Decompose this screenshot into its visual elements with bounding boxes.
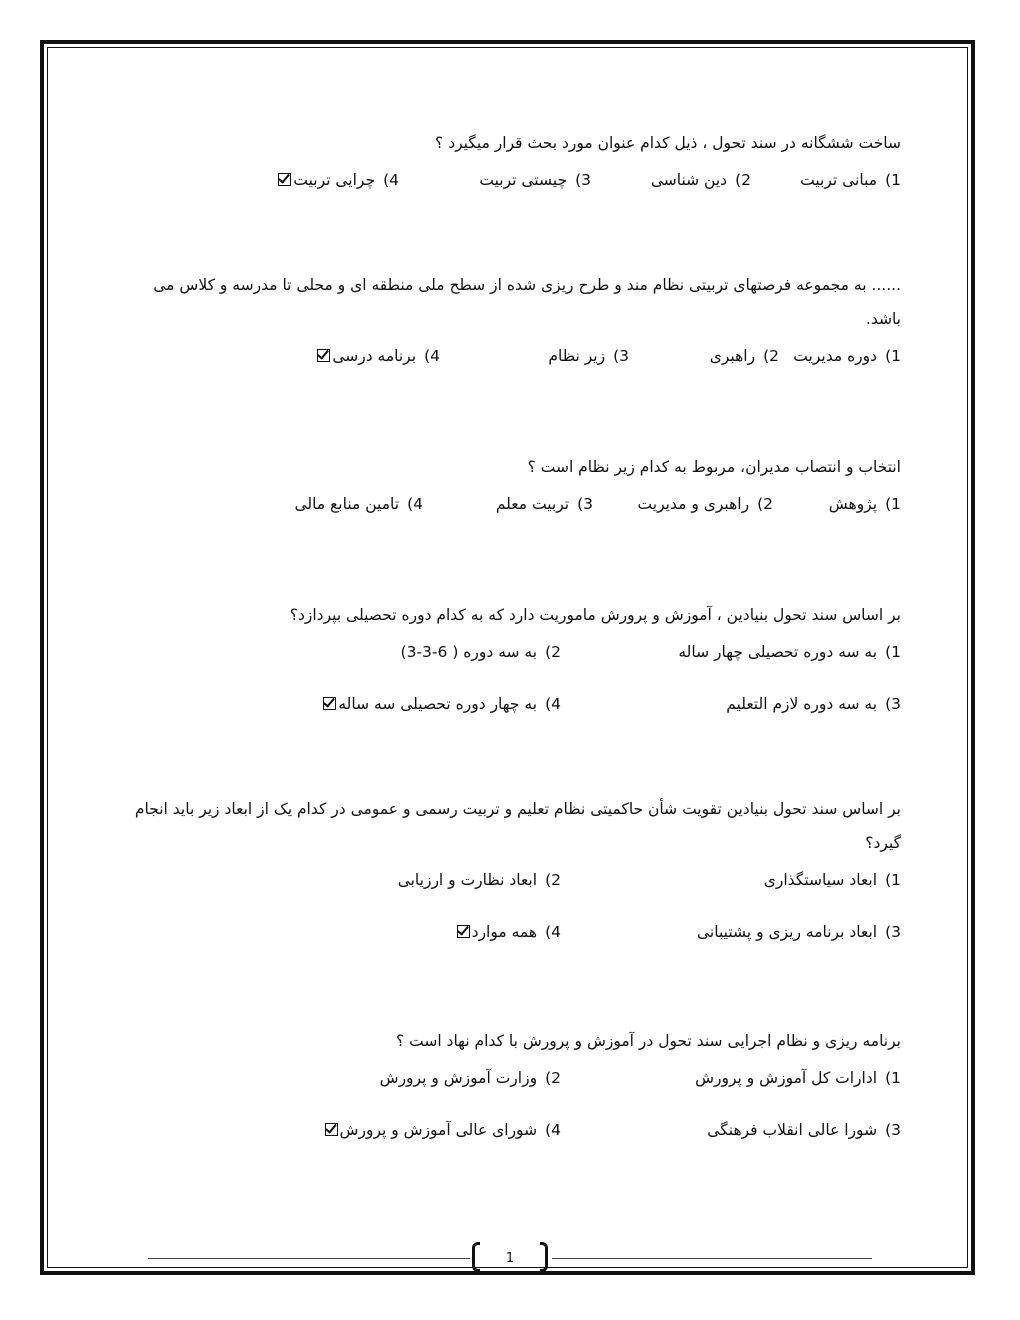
footer-rule-left xyxy=(148,1258,470,1259)
option-2: 2)ابعاد نظارت و ارزیابی xyxy=(397,871,561,889)
footer-rule-right xyxy=(552,1258,872,1259)
option-1: 1)پژوهش xyxy=(828,495,901,513)
option-4: 4)شورای عالی آموزش و پرورش xyxy=(325,1120,561,1140)
checked-box-icon xyxy=(457,925,470,938)
option-3: 3)تربیت معلم xyxy=(495,495,593,513)
option-2: 2)راهبری و مدیریت xyxy=(637,495,773,513)
option-2: 2)وزارت آموزش و پرورش xyxy=(379,1069,561,1087)
question-3 xyxy=(130,450,905,514)
option-2: 2)به سه دوره ( 6-3-3) xyxy=(400,643,561,661)
options-row xyxy=(130,1120,905,1140)
page-number: 1 xyxy=(505,1251,515,1266)
option-3: 3)چیستی تربیت xyxy=(479,171,591,189)
question-1 xyxy=(130,126,905,190)
option-3: 3)به سه دوره لازم التعلیم xyxy=(726,695,901,713)
options-row xyxy=(130,870,905,890)
option-2: 2)راهبری xyxy=(709,347,779,365)
question-2 xyxy=(130,268,905,366)
question-text: برنامه ریزی و نظام اجرایی سند تحول در آموزش و پرورش با کدام نهاد است ؟ xyxy=(395,1032,901,1050)
options-row xyxy=(130,494,905,514)
question-5 xyxy=(130,792,905,942)
options-row xyxy=(130,170,905,190)
options-row xyxy=(130,1068,905,1088)
question-text: ...... به مجموعه فرصتهای تربیتی نظام مند و طرح ریزی شده از سطح ملی منطقه ای و محلی تا مدرسه و کلاس می باشد. xyxy=(153,276,901,328)
question-text: بر اساس سند تحول بنیادین ، آموزش و پرورش ماموریت دارد که به کدام دوره تحصیلی بپردازد؟ xyxy=(289,606,901,624)
option-1: 1)مبانی تربیت xyxy=(800,171,901,189)
option-1: 1)به سه دوره تحصیلی چهار ساله xyxy=(678,643,901,661)
options-row xyxy=(130,922,905,942)
options-row xyxy=(130,346,905,366)
option-4: 4)چرایی تربیت xyxy=(278,170,399,190)
checked-box-icon xyxy=(325,1123,338,1136)
option-4: 4)همه موارد xyxy=(457,922,561,942)
option-1: 1)ابعاد سیاستگذاری xyxy=(763,871,901,889)
checked-box-icon xyxy=(323,697,336,710)
checked-box-icon xyxy=(317,349,330,362)
option-4: 4)تامین منابع مالی xyxy=(294,495,423,513)
question-6 xyxy=(130,1024,905,1140)
question-text: انتخاب و انتصاب مدیران، مربوط به کدام زیر نظام است ؟ xyxy=(527,458,901,476)
options-row xyxy=(130,694,905,714)
option-4: 4)برنامه درسی xyxy=(317,346,440,366)
question-4 xyxy=(130,598,905,714)
option-2: 2)دین شناسی xyxy=(650,171,751,189)
option-3: 3)شورا عالی انقلاب فرهنگی xyxy=(707,1121,901,1139)
option-4: 4)به چهار دوره تحصیلی سه ساله xyxy=(323,694,561,714)
question-text: ساخت ششگانه در سند تحول ، ذیل کدام عنوان مورد بحث قرار میگیرد ؟ xyxy=(435,134,901,152)
option-3: 3)زیر نظام xyxy=(548,347,629,365)
checked-box-icon xyxy=(278,173,291,186)
options-row xyxy=(130,642,905,662)
option-1: 1)ادارات کل آموزش و پرورش xyxy=(695,1069,901,1087)
question-text: بر اساس سند تحول بنیادین تقویت شأن حاکمیتی نظام تعلیم و تربیت رسمی و عمومی در کدام یک از ابعاد زیر باید انجام گیرد؟ xyxy=(134,800,901,852)
option-1: 1)دوره مدیریت xyxy=(793,347,901,365)
option-3: 3)ابعاد برنامه ریزی و پشتیبانی xyxy=(697,923,901,941)
